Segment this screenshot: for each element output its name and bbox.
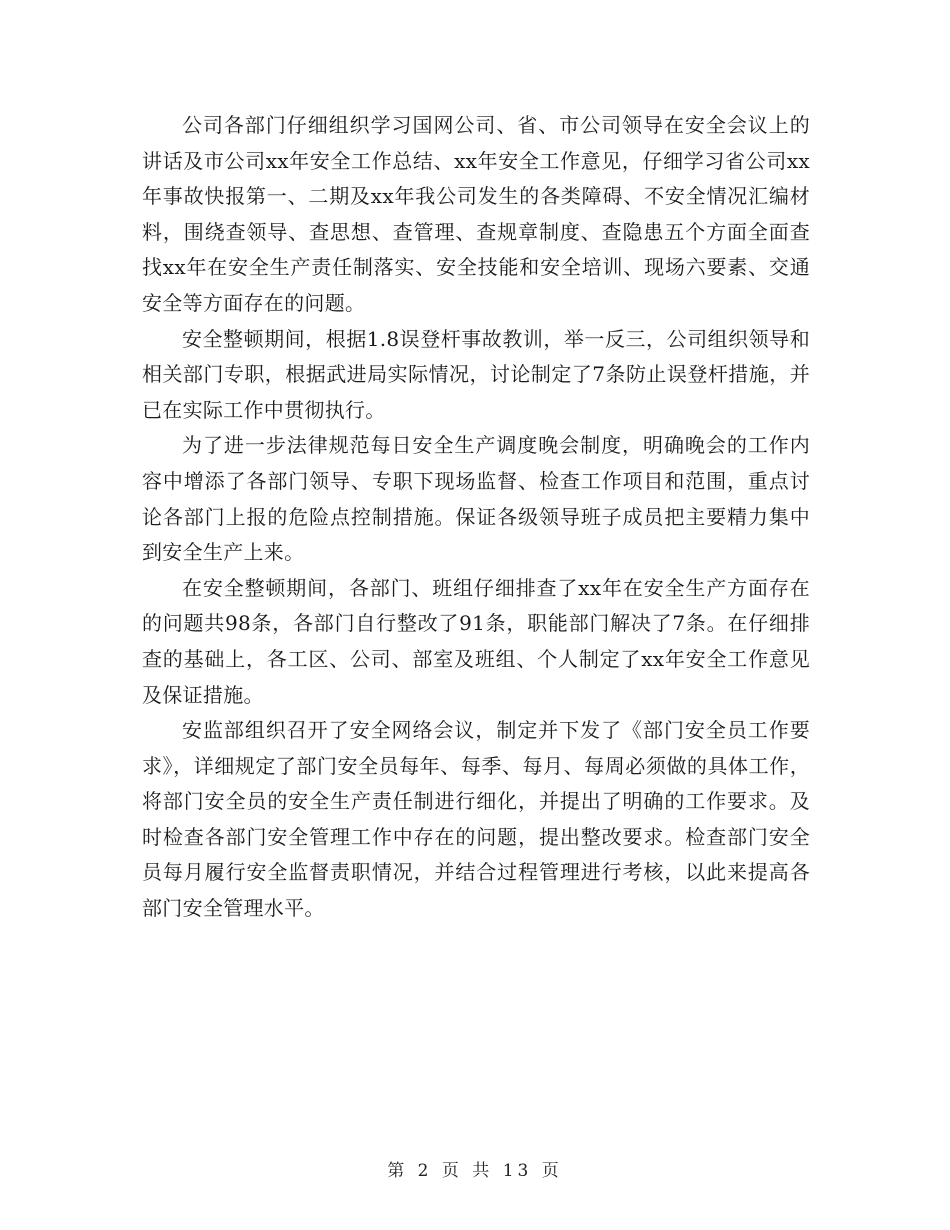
- paragraph-pole-accident-measures: 安全整顿期间，根据1.8误登杆事故教训，举一反三，公司组织领导和相关部门专职，根据武进局实际情况，讨论制定了7条防止误登杆措施，并已在实际工作中贯彻执行。: [142, 326, 810, 422]
- paragraph-safety-study: 公司各部门仔细组织学习国网公司、省、市公司领导在安全会议上的讲话及市公司xx年安全工作总结、xx年安全工作意见，仔细学习省公司xx年事故快报第一、二期及xx年我公司发生的各类障碍、不安全情况汇编材料，围绕查领导、查思想、查管理、查规章制度、查隐患五个方面全面查找xx年在安全生产责任制落实、安全技能和安全培训、现场六要素、交通安全等方面存在的问题。: [142, 113, 810, 315]
- paragraph-safety-officer-requirements: 安监部组织召开了安全网络会议，制定并下发了《部门安全员工作要求》，详细规定了部门安全员每年、每季、每月、每周必须做的具体工作，将部门安全员的安全生产责任制进行细化，并提出了明确的工作要求。及时检查各部门安全管理工作中存在的问题，提出整改要求。检查部门安全员每月履行安全监督责职情况，并结合过程管理进行考核，以此来提高各部门安全管理水平。: [142, 718, 810, 921]
- paragraph-issue-rectification: 在安全整顿期间，各部门、班组仔细排查了xx年在安全生产方面存在的问题共98条，各部门自行整改了91条，职能部门解决了7条。在仔细排查的基础上，各工区、公司、部室及班组、个人制定了xx年安全工作意见及保证措施。: [142, 575, 810, 707]
- document-body: [142, 108, 810, 927]
- paragraph-dispatch-meeting: 为了进一步法律规范每日安全生产调度晚会制度，明确晚会的工作内容中增添了各部门领导、专职下现场监督、检查工作项目和范围，重点讨论各部门上报的危险点控制措施。保证各级领导班子成员把主要精力集中到安全生产上来。: [142, 433, 810, 565]
- page-number-footer: 第 2 页 共 13 页: [387, 1161, 563, 1181]
